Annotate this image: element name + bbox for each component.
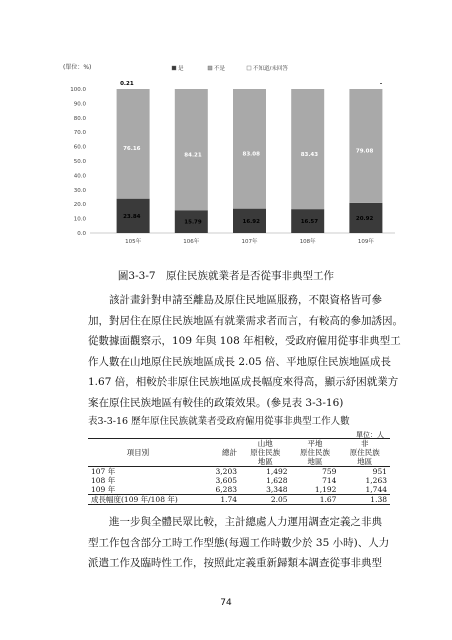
data-label: 23.84: [123, 213, 141, 220]
header-item: 項目別: [126, 448, 150, 457]
table-row: [88, 476, 390, 485]
header-plain-line: 原住民族: [299, 448, 330, 457]
table-header-row: [88, 439, 390, 467]
data-label: 15.79: [184, 219, 202, 226]
table-title: 表3-3-16 歷年原住民族就業者受政府僱用從事非典型工作人數: [88, 416, 350, 427]
y-tick-label: 70.0: [73, 130, 86, 137]
cell-plain: 1.67: [319, 495, 337, 504]
header-mountain: [240, 439, 291, 467]
y-tick-label: 50.0: [73, 159, 86, 165]
y-tick-label: 90.0: [73, 101, 86, 108]
x-tick-label: 105年: [125, 239, 142, 245]
data-table: [88, 438, 390, 505]
y-tick-label: 40.0: [73, 173, 86, 180]
cell-plain: 759: [322, 467, 337, 476]
header-total: 總計: [222, 448, 238, 457]
table-row-growth: [88, 495, 390, 505]
paragraph-2: [88, 512, 390, 574]
cell-plain: 714: [322, 476, 337, 485]
row-label: 成長幅度(109 年/108 年): [91, 495, 178, 504]
legend-label: 是: [178, 66, 184, 72]
y-tick-label: 10.0: [73, 216, 86, 223]
cell-non: 1,744: [365, 485, 387, 494]
x-tick-label: 107年: [241, 239, 258, 245]
cell-total: 6,283: [215, 485, 238, 494]
chart-canvas: [60, 60, 400, 250]
cell-non: 1,263: [365, 476, 387, 485]
y-tick-label: 80.0: [73, 115, 86, 122]
data-label: 76.16: [123, 146, 141, 153]
paragraph-1-line: 加，對居住在原住民族地區有就業需求者而言，有較高的參加誘因。: [88, 314, 403, 327]
data-label: 83.43: [300, 151, 319, 158]
figure-caption: 圖3-3-7 原住民族就業者是否從事非典型工作: [117, 270, 335, 282]
cell-plain: 1,192: [314, 485, 337, 494]
header-plain-line: 平地: [307, 439, 323, 448]
page-number: 74: [220, 598, 232, 608]
legend-label: 不是: [214, 66, 226, 72]
cell-mountain: 1,628: [266, 476, 288, 485]
y-tick-label: 20.0: [73, 202, 86, 209]
bar-segment: [233, 89, 266, 209]
stacked-bar-chart: [60, 60, 400, 250]
legend-swatch: [172, 66, 176, 70]
x-tick-label: 109年: [357, 239, 374, 245]
y-tick-label: 30.0: [73, 187, 86, 194]
table-row: [88, 467, 390, 477]
cell-mountain: 1,492: [266, 467, 288, 476]
row-label: 107 年: [91, 467, 116, 476]
header-mountain-line: 地區: [257, 457, 273, 466]
table-unit: 單位：人: [356, 431, 384, 439]
cell-total: 3,203: [215, 467, 238, 476]
row-label: 108 年: [91, 476, 116, 485]
header-non-line: 原住民族: [349, 448, 380, 457]
paragraph-1-line: 1.67 倍，相較於非原住民族地區成長幅度來得高，顯示紓困就業方: [88, 376, 399, 388]
cell-total: 3,605: [215, 476, 238, 485]
x-tick-label: 108年: [299, 239, 316, 245]
bar-segment: [117, 89, 150, 199]
row-label: 109 年: [91, 485, 116, 494]
paragraph-1-line: 從數據面觀察示，109 年與 108 年相較，受政府僱用從事非典型工: [88, 335, 401, 347]
legend-swatch: [208, 66, 212, 70]
data-label: 79.08: [355, 148, 374, 155]
header-non-line: 地區: [357, 457, 373, 466]
bar-segment: [349, 89, 382, 203]
cell-non: 951: [372, 467, 387, 476]
paragraph-1-line: 案在原住民族地區有較佳的政策效果。(參見表 3-3-16): [88, 396, 344, 409]
paragraph-2-line: 進一步與全體民眾比較，主計總處人力運用調查定義之非典: [109, 516, 382, 528]
data-label: 0.21: [120, 81, 134, 87]
y-tick-label: 0.0: [77, 231, 86, 237]
header-non-line: 非: [360, 439, 369, 448]
header-plain: [291, 439, 340, 467]
data-label: 84.21: [184, 152, 202, 159]
bar-segment: [175, 89, 208, 210]
header-mountain-line: 山地: [257, 439, 273, 448]
cell-non: 1.38: [370, 495, 387, 504]
cell-mountain: 2.05: [270, 495, 288, 504]
paragraph-1-line: 該計畫針對申請至離島及原住民地區服務，不限資格皆可參: [109, 294, 382, 306]
cell-total: 1.74: [220, 495, 238, 504]
legend-swatch: [247, 66, 251, 70]
y-tick-label: 100.0: [70, 87, 86, 93]
data-label: 20.92: [355, 215, 374, 222]
header-plain-line: 地區: [307, 457, 323, 466]
legend-label: 不知道/未回答: [253, 66, 288, 72]
paragraph-1: [88, 290, 403, 413]
header-mountain-line: 原住民族: [250, 448, 281, 457]
bar-segment: [291, 89, 324, 209]
header-non: [339, 439, 390, 467]
data-label: 16.92: [242, 218, 260, 225]
unit-label: (單位：%): [63, 64, 92, 71]
data-label: -: [379, 81, 383, 87]
paragraph-2-line: 型工作包含部分工時工作型態(每週工作時數少於 35 小時)、人力: [88, 536, 390, 549]
y-tick-label: 60.0: [73, 144, 86, 151]
paragraph-2-line: 派遣工作及臨時性工作，按照此定義重新歸類本調查從事非典型: [88, 557, 382, 569]
paragraph-1-line: 作人數在山地原住民族地區成長 2.05 倍、平地原住民族地區成長: [88, 355, 392, 368]
table-row: [88, 485, 390, 495]
data-label: 16.57: [300, 219, 319, 226]
cell-mountain: 3,348: [266, 485, 288, 494]
x-tick-label: 106年: [183, 239, 200, 245]
data-label: 83.08: [242, 151, 260, 158]
